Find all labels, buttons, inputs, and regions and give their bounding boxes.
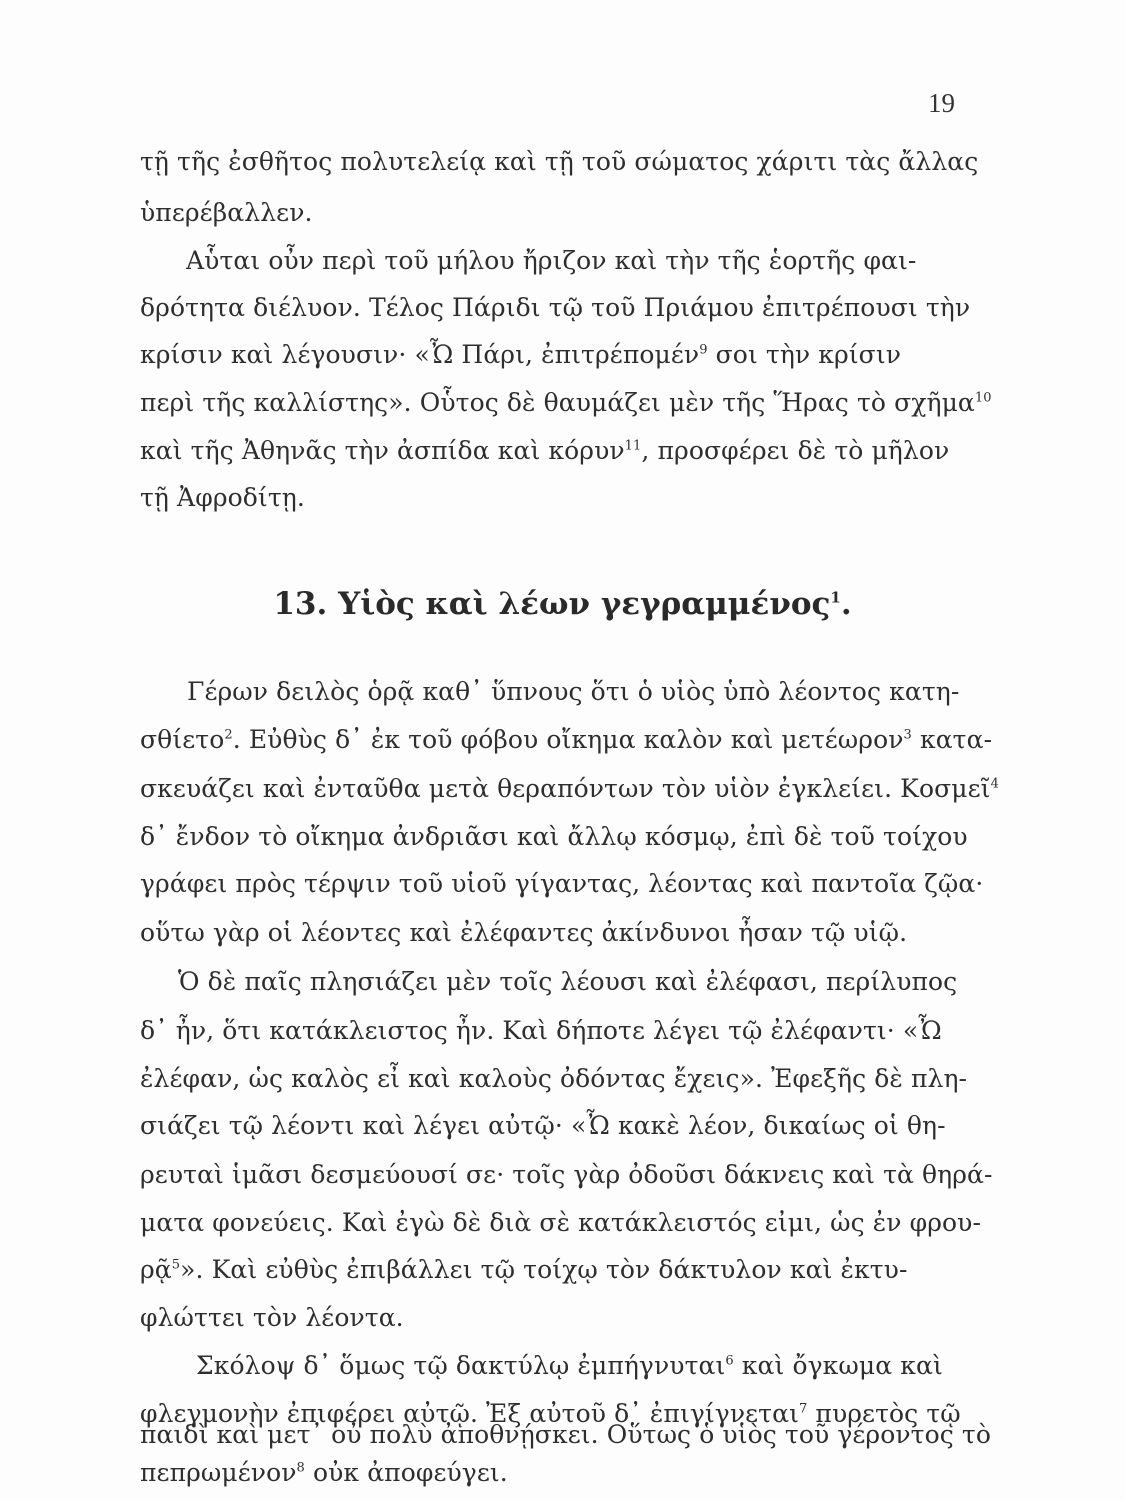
text-line: σιάζει τῷ λέοντι καὶ λέγει αὐτῷ· «Ὦ κακὲ λέον, δικαίως οἱ θη- [140, 1111, 946, 1140]
section-heading [0, 586, 1125, 622]
text-line: δρότητα διέλυον. Τέλος Πάριδι τῷ τοῦ Πριάμου ἐπιτρέπουσι τὴν [140, 293, 971, 322]
text-line [140, 774, 999, 803]
text-line [140, 436, 949, 465]
text-segment: φλεγμονὴν ἐπιφέρει αὐτῷ. Ἐξ αὐτοῦ δ᾽ ἐπιγίγνεται [140, 1399, 799, 1428]
footnote-marker: 11 [624, 438, 642, 454]
text-segment: οὐκ ἀποφεύγει. [304, 1458, 508, 1487]
text-line: Ὁ δὲ παῖς πλησιάζει μὲν τοῖς λέουσι καὶ ἐλέφασι, περίλυπος [178, 967, 958, 996]
footnote-marker: 2 [224, 727, 233, 743]
footnote-marker: 9 [699, 342, 708, 358]
text-line: τῇ τῆς ἐσθῆτος πολυτελείᾳ καὶ τῇ τοῦ σώματος χάριτι τὰς ἄλλας [140, 147, 979, 176]
text-segment: . Εὐθὺς δ᾽ ἐκ τοῦ φόβου οἴκημα καλὸν καὶ μετέωρον [232, 725, 904, 754]
text-line [196, 1351, 943, 1380]
text-segment: , προσφέρει δὲ τὸ μῆλον [641, 436, 950, 465]
text-segment: καὶ ὄγκωμα καὶ [733, 1351, 943, 1380]
text-line: ἐλέφαν, ὡς καλὸς εἶ καὶ καλοὺς ὀδόντας ἔχεις». Ἐφεξῆς δὲ πλη- [140, 1064, 968, 1093]
text-segment: σκευάζει καὶ ἐνταῦθα μετὰ θεραπόντων τὸν υἱὸν ἐγκλείει. Κοσμεῖ [140, 774, 991, 803]
text-segment: σθίετο [140, 725, 225, 754]
text-line: ρευταὶ ἱμᾶσι δεσμεύουσί σε· τοῖς γὰρ ὀδοῦσι δάκνεις καὶ τὰ θηρά- [140, 1160, 993, 1189]
text-segment: κατα- [911, 725, 993, 754]
text-line: τῇ Ἀφροδίτῃ. [140, 483, 305, 512]
text-line [140, 340, 901, 369]
footnote-marker: 6 [725, 1353, 734, 1369]
text-segment: κρίσιν καὶ λέγουσιν· «Ὦ Πάρι, ἐπιτρέπομέν [140, 340, 700, 369]
text-line [140, 388, 992, 417]
text-segment: ». Καὶ εὐθὺς ἐπιβάλλει τῷ τοίχῳ τὸν δάκτυλον καὶ ἐκτυ- [180, 1255, 908, 1284]
text-segment: σοι τὴν κρίσιν [707, 340, 902, 369]
page-number: 19 [928, 88, 955, 118]
footnote-marker: 4 [990, 776, 999, 792]
text-segment: πεπρωμένον [140, 1458, 297, 1487]
text-line: δ᾽ ἔνδον τὸ οἴκημα ἀνδριᾶσι καὶ ἄλλῳ κόσμῳ, ἐπὶ δὲ τοῦ τοίχου [140, 822, 968, 851]
heading-text: 13. Υἱὸς καὶ λέων γεγραμμένος [273, 586, 831, 622]
text-line: ματα φονεύεις. Καὶ ἐγὼ δὲ διὰ σὲ κατάκλειστός εἰμι, ὡς ἐν φρου- [140, 1208, 981, 1237]
text-segment: πυρετὸς τῷ [807, 1399, 961, 1428]
text-line: γράφει πρὸς τέρψιν τοῦ υἱοῦ γίγαντας, λέοντας καὶ παντοῖα ζῷα· [140, 869, 984, 898]
text-line: φλώττει τὸν λέοντα. [140, 1303, 404, 1332]
text-line: ὑπερέβαλλεν. [140, 198, 313, 227]
text-line [140, 725, 992, 754]
footnote-marker: 7 [799, 1401, 808, 1417]
footnote-marker: 8 [296, 1460, 305, 1476]
text-line: οὕτω γὰρ οἱ λέοντες καὶ ἐλέφαντες ἀκίνδυνοι ἦσαν τῷ υἱῷ. [140, 918, 908, 947]
heading-text: . [840, 586, 852, 622]
footnote-marker: 5 [171, 1257, 181, 1273]
footnote-marker: 1 [830, 588, 841, 607]
text-line [140, 1458, 508, 1487]
footnote-marker: 10 [974, 390, 992, 406]
text-line: Αὗται οὖν περὶ τοῦ μήλου ἤριζον καὶ τὴν τῆς ἑορτῆς φαι- [186, 246, 917, 275]
text-segment: ρᾷ [140, 1255, 172, 1284]
text-line: παιδὶ καὶ μετ᾽ οὐ πολὺ ἀποθνῄσκει. Οὕτως ὁ υἱὸς τοῦ γέροντος τὸ [140, 1420, 991, 1449]
text-segment: καὶ τῆς Ἀθηνᾶς τὴν ἀσπίδα καὶ κόρυν [140, 436, 625, 465]
footnote-marker: 3 [903, 727, 912, 743]
text-line: δ᾽ ἦν, ὅτι κατάκλειστος ἦν. Καὶ δήποτε λέγει τῷ ἐλέφαντι· «Ὦ [140, 1016, 942, 1045]
text-line: Γέρων δειλὸς ὁρᾷ καθ᾽ ὕπνους ὅτι ὁ υἱὸς ὑπὸ λέοντος κατη- [187, 677, 960, 706]
text-line [140, 1255, 908, 1284]
text-segment: περὶ τῆς καλλίστης». Οὗτος δὲ θαυμάζει μὲν τῆς Ἥρας τὸ σχῆμα [140, 388, 975, 417]
text-segment: Σκόλοψ δ᾽ ὅμως τῷ δακτύλῳ ἐμπήγνυται [196, 1351, 726, 1380]
